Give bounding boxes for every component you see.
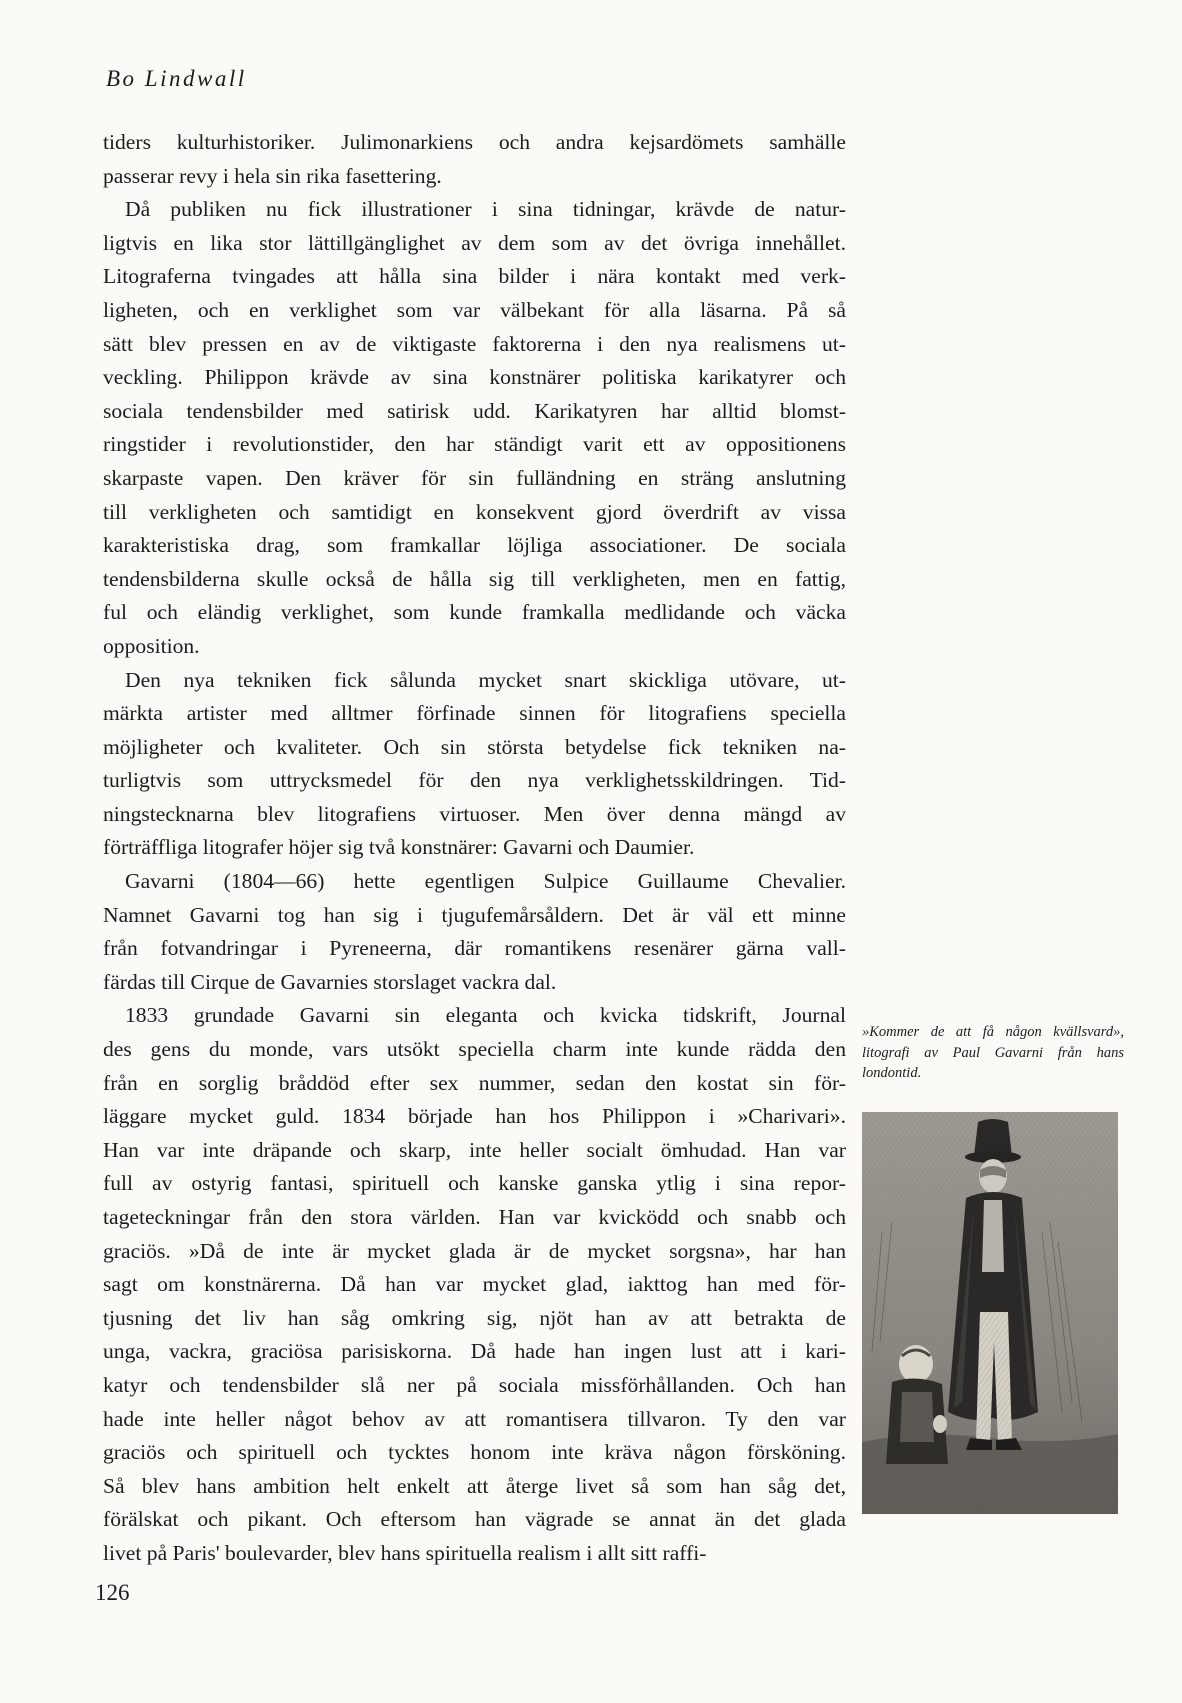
text-line: sociala tendensbilder med satirisk udd. Karikatyren har alltid blomst- [103,398,846,423]
page-number: 126 [95,1580,130,1605]
text-line: färdas till Cirque de Gavarnies storslaget vackra dal. [103,969,557,994]
text-line: passerar revy i hela sin rika fasettering. [103,163,442,188]
text-line: hade inte heller något behov av att romantisera tillvaron. Ty den var [103,1406,846,1431]
figure-caption: »Kommer de att få någon kvällsvard», litografi av Paul Gavarni från hans londontid. [862,1024,1124,1081]
text-line: från fotvandringar i Pyreneerna, där romantikens resenärer gärna vall- [103,936,846,961]
body-text [103,126,846,1571]
text-line: sagt om konstnärerna. Då han var mycket glad, iakttog han med för- [103,1272,846,1297]
text-line: graciös. »Då de inte är mycket glada är de mycket sorgsna», har han [103,1238,846,1263]
text-line: ligheten, och en verklighet som var välbekant för alla läsarna. På så [103,297,846,322]
text-line: full av ostyrig fantasi, spirituell och kanske ganska ytlig i sina repor- [103,1171,846,1196]
text-line: katyr och tendensbilder slå ner på sociala missförhållanden. Och han [103,1372,846,1397]
paragraph [103,664,846,866]
text-line: sätt blev pressen en av de viktigaste faktorerna i den nya realismens ut- [103,331,846,356]
text-line: livet på Paris' boulevarder, blev hans spirituella realism i allt sitt raffi- [103,1540,707,1565]
text-line: Gavarni (1804—66) hette egentligen Sulpice Guillaume Chevalier. [125,869,846,894]
text-line: tageteckningar från den stora världen. Han var kvicködd och snabb och [103,1205,846,1229]
text-line: tjusning det liv han såg omkring sig, njöt han av att betrakta de [103,1305,846,1330]
text-line: veckling. Philippon krävde av sina konstnärer politiska karikatyrer och [103,365,846,390]
text-line: ful och eländig verklighet, som kunde framkalla medlidande och väcka [103,600,846,625]
text-line: från en sorglig bråddöd efter sex nummer, sedan den kostat sin för- [103,1070,846,1095]
lithograph-illustration-icon [862,1112,1118,1514]
paragraph [103,126,846,193]
text-line: ringstider i revolutionstider, den har ständigt varit ett av oppositionens [103,432,846,457]
text-line: skarpaste vapen. Den kräver för sin fulländning en sträng anslutning [103,465,846,490]
text-line: Namnet Gavarni tog han sig i tjugufemårsåldern. Det är väl ett minne [103,902,846,927]
paragraph [103,865,846,999]
text-line: opposition. [103,633,200,658]
text-line: graciös och spirituell och tycktes honom inte kräva någon försköning. [103,1440,846,1465]
paragraph [103,999,846,1570]
text-line: des gens du monde, vars utsökt speciella charm inte kunde rädda den [103,1037,846,1062]
text-line: turligtvis som uttrycksmedel för den nya verklighetsskildringen. Tid- [103,768,846,793]
text-line: tiders kulturhistoriker. Julimonarkiens och andra kejsardömets samhälle [103,130,846,154]
text-line: möjligheter och kvaliteter. Och sin största betydelse fick tekniken na- [103,734,846,759]
text-line: Så blev hans ambition helt enkelt att återge livet så som han såg det, [103,1473,846,1498]
text-line: karakteristiska drag, som framkallar löjliga associationer. De sociala [103,533,846,558]
text-line: Den nya tekniken fick sålunda mycket snart skickliga utövare, ut- [125,667,846,692]
text-line: förälskat och pikant. Och eftersom han vägrade se annat än det glada [103,1507,846,1532]
text-line: unga, vackra, graciösa parisiskorna. Då hade han ingen lust att i kari- [103,1339,846,1364]
text-line: ningstecknarna blev litografiens virtuoser. Men över denna mängd av [103,801,846,826]
sidebar-figure [862,1022,1132,1514]
text-line: förträffliga litografer höjer sig två konstnärer: Gavarni och Daumier. [103,835,695,860]
text-line: Då publiken nu fick illustrationer i sina tidningar, krävde de natur- [125,197,846,222]
text-line: Litograferna tvingades att hålla sina bilder i nära kontakt med verk- [103,264,846,289]
text-line: läggare mycket guld. 1834 började han hos Philippon i »Charivari». [103,1104,846,1129]
text-line: märkta artister med alltmer förfinade sinnen för litografiens speciella [103,701,846,726]
text-line: 1833 grundade Gavarni sin eleganta och kvicka tidskrift, Journal [125,1003,846,1028]
text-line: till verkligheten och samtidigt en konsekvent gjord överdrift av vissa [103,499,846,524]
text-line: Han var inte dräpande och skarp, inte heller socialt ömhudad. Han var [103,1137,846,1162]
text-line: tendensbilderna skulle också de hålla sig till verkligheten, men en fattig, [103,566,846,591]
text-line: ligtvis en lika stor lättillgänglighet av dem som av det övriga innehållet. [103,230,846,255]
running-head: Bo Lindwall [106,66,247,91]
paragraph [103,193,846,663]
